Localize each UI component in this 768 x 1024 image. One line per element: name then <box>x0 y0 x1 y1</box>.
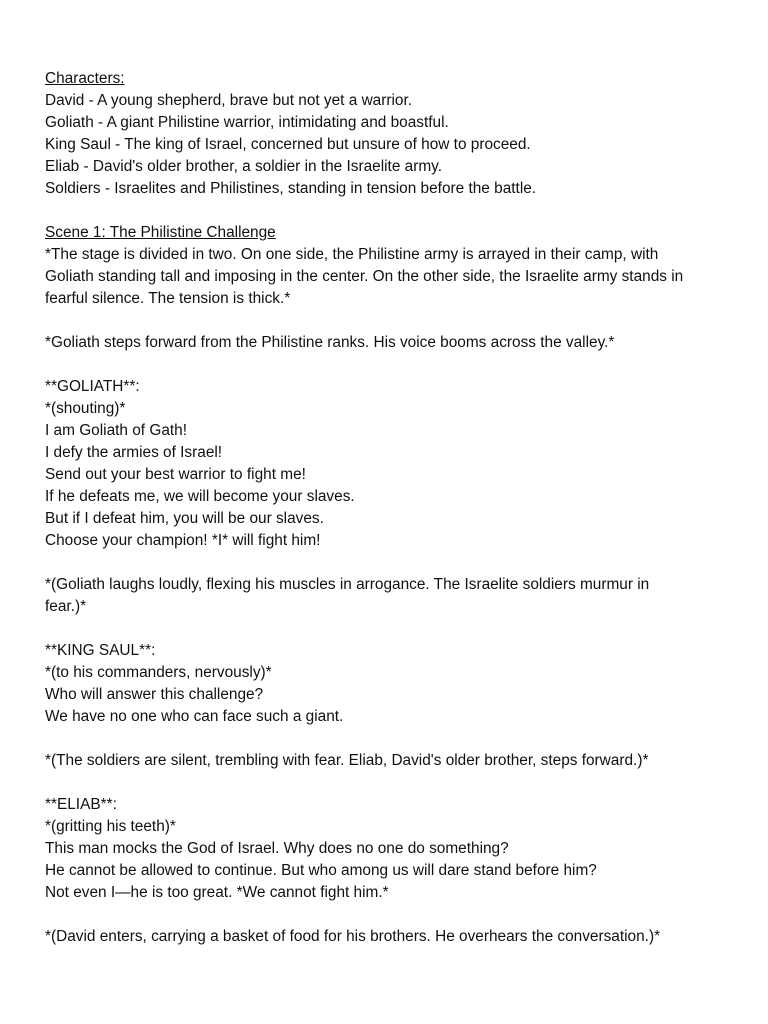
stage-direction-goliath-steps: *Goliath steps forward from the Philistine ranks. His voice booms across the valley.* <box>45 334 615 351</box>
stage-direction-line: *The stage is divided in two. On one side, the Philistine army is arrayed in their camp, with <box>45 246 659 263</box>
spacer <box>45 200 745 222</box>
scene-heading: Scene 1: The Philistine Challenge <box>45 224 276 241</box>
character-line-soldiers: Soldiers - Israelites and Philistines, standing in tension before the battle. <box>45 180 537 197</box>
document-page <box>45 68 745 948</box>
spacer <box>45 618 745 640</box>
speaker-king-saul: **KING SAUL**: <box>45 642 156 659</box>
dialogue-line: I am Goliath of Gath! <box>45 422 188 439</box>
character-line-david: David - A young shepherd, brave but not yet a warrior. <box>45 92 413 109</box>
saul-direction: *(to his commanders, nervously)* <box>45 664 272 681</box>
dialogue-line: Send out your best warrior to fight me! <box>45 466 306 483</box>
stage-direction-soldiers-silent: *(The soldiers are silent, trembling with fear. Eliab, David's older brother, steps forward.)* <box>45 752 649 769</box>
dialogue-line: Who will answer this challenge? <box>45 686 264 703</box>
character-line-eliab: Eliab - David's older brother, a soldier in the Israelite army. <box>45 158 442 175</box>
speaker-eliab: **ELIAB**: <box>45 796 117 813</box>
stage-direction-goliath-laughs: fear.)* <box>45 598 87 615</box>
spacer <box>45 354 745 376</box>
stage-direction-david-enters: *(David enters, carrying a basket of food for his brothers. He overhears the conversation.)* <box>45 928 661 945</box>
dialogue-line: Not even I—he is too great. *We cannot fight him.* <box>45 884 389 901</box>
goliath-direction: *(shouting)* <box>45 400 126 417</box>
dialogue-line: This man mocks the God of Israel. Why does no one do something? <box>45 840 509 857</box>
spacer <box>45 552 745 574</box>
dialogue-line: Choose your champion! *I* will fight him! <box>45 532 321 549</box>
dialogue-line: He cannot be allowed to continue. But who among us will dare stand before him? <box>45 862 597 879</box>
spacer <box>45 310 745 332</box>
stage-direction-line: Goliath standing tall and imposing in the center. On the other side, the Israelite army stands in <box>45 268 684 285</box>
dialogue-line: But if I defeat him, you will be our slaves. <box>45 510 324 527</box>
speaker-goliath: **GOLIATH**: <box>45 378 140 395</box>
dialogue-line: If he defeats me, we will become your slaves. <box>45 488 355 505</box>
stage-direction-line: fearful silence. The tension is thick.* <box>45 290 291 307</box>
eliab-direction: *(gritting his teeth)* <box>45 818 176 835</box>
character-line-goliath: Goliath - A giant Philistine warrior, intimidating and boastful. <box>45 114 449 131</box>
spacer <box>45 772 745 794</box>
spacer <box>45 728 745 750</box>
dialogue-line: I defy the armies of Israel! <box>45 444 223 461</box>
spacer <box>45 904 745 926</box>
stage-direction-goliath-laughs: *(Goliath laughs loudly, flexing his muscles in arrogance. The Israelite soldiers murmur in <box>45 576 650 593</box>
character-line-saul: King Saul - The king of Israel, concerned but unsure of how to proceed. <box>45 136 531 153</box>
characters-heading: Characters: <box>45 70 125 87</box>
dialogue-line: We have no one who can face such a giant. <box>45 708 344 725</box>
